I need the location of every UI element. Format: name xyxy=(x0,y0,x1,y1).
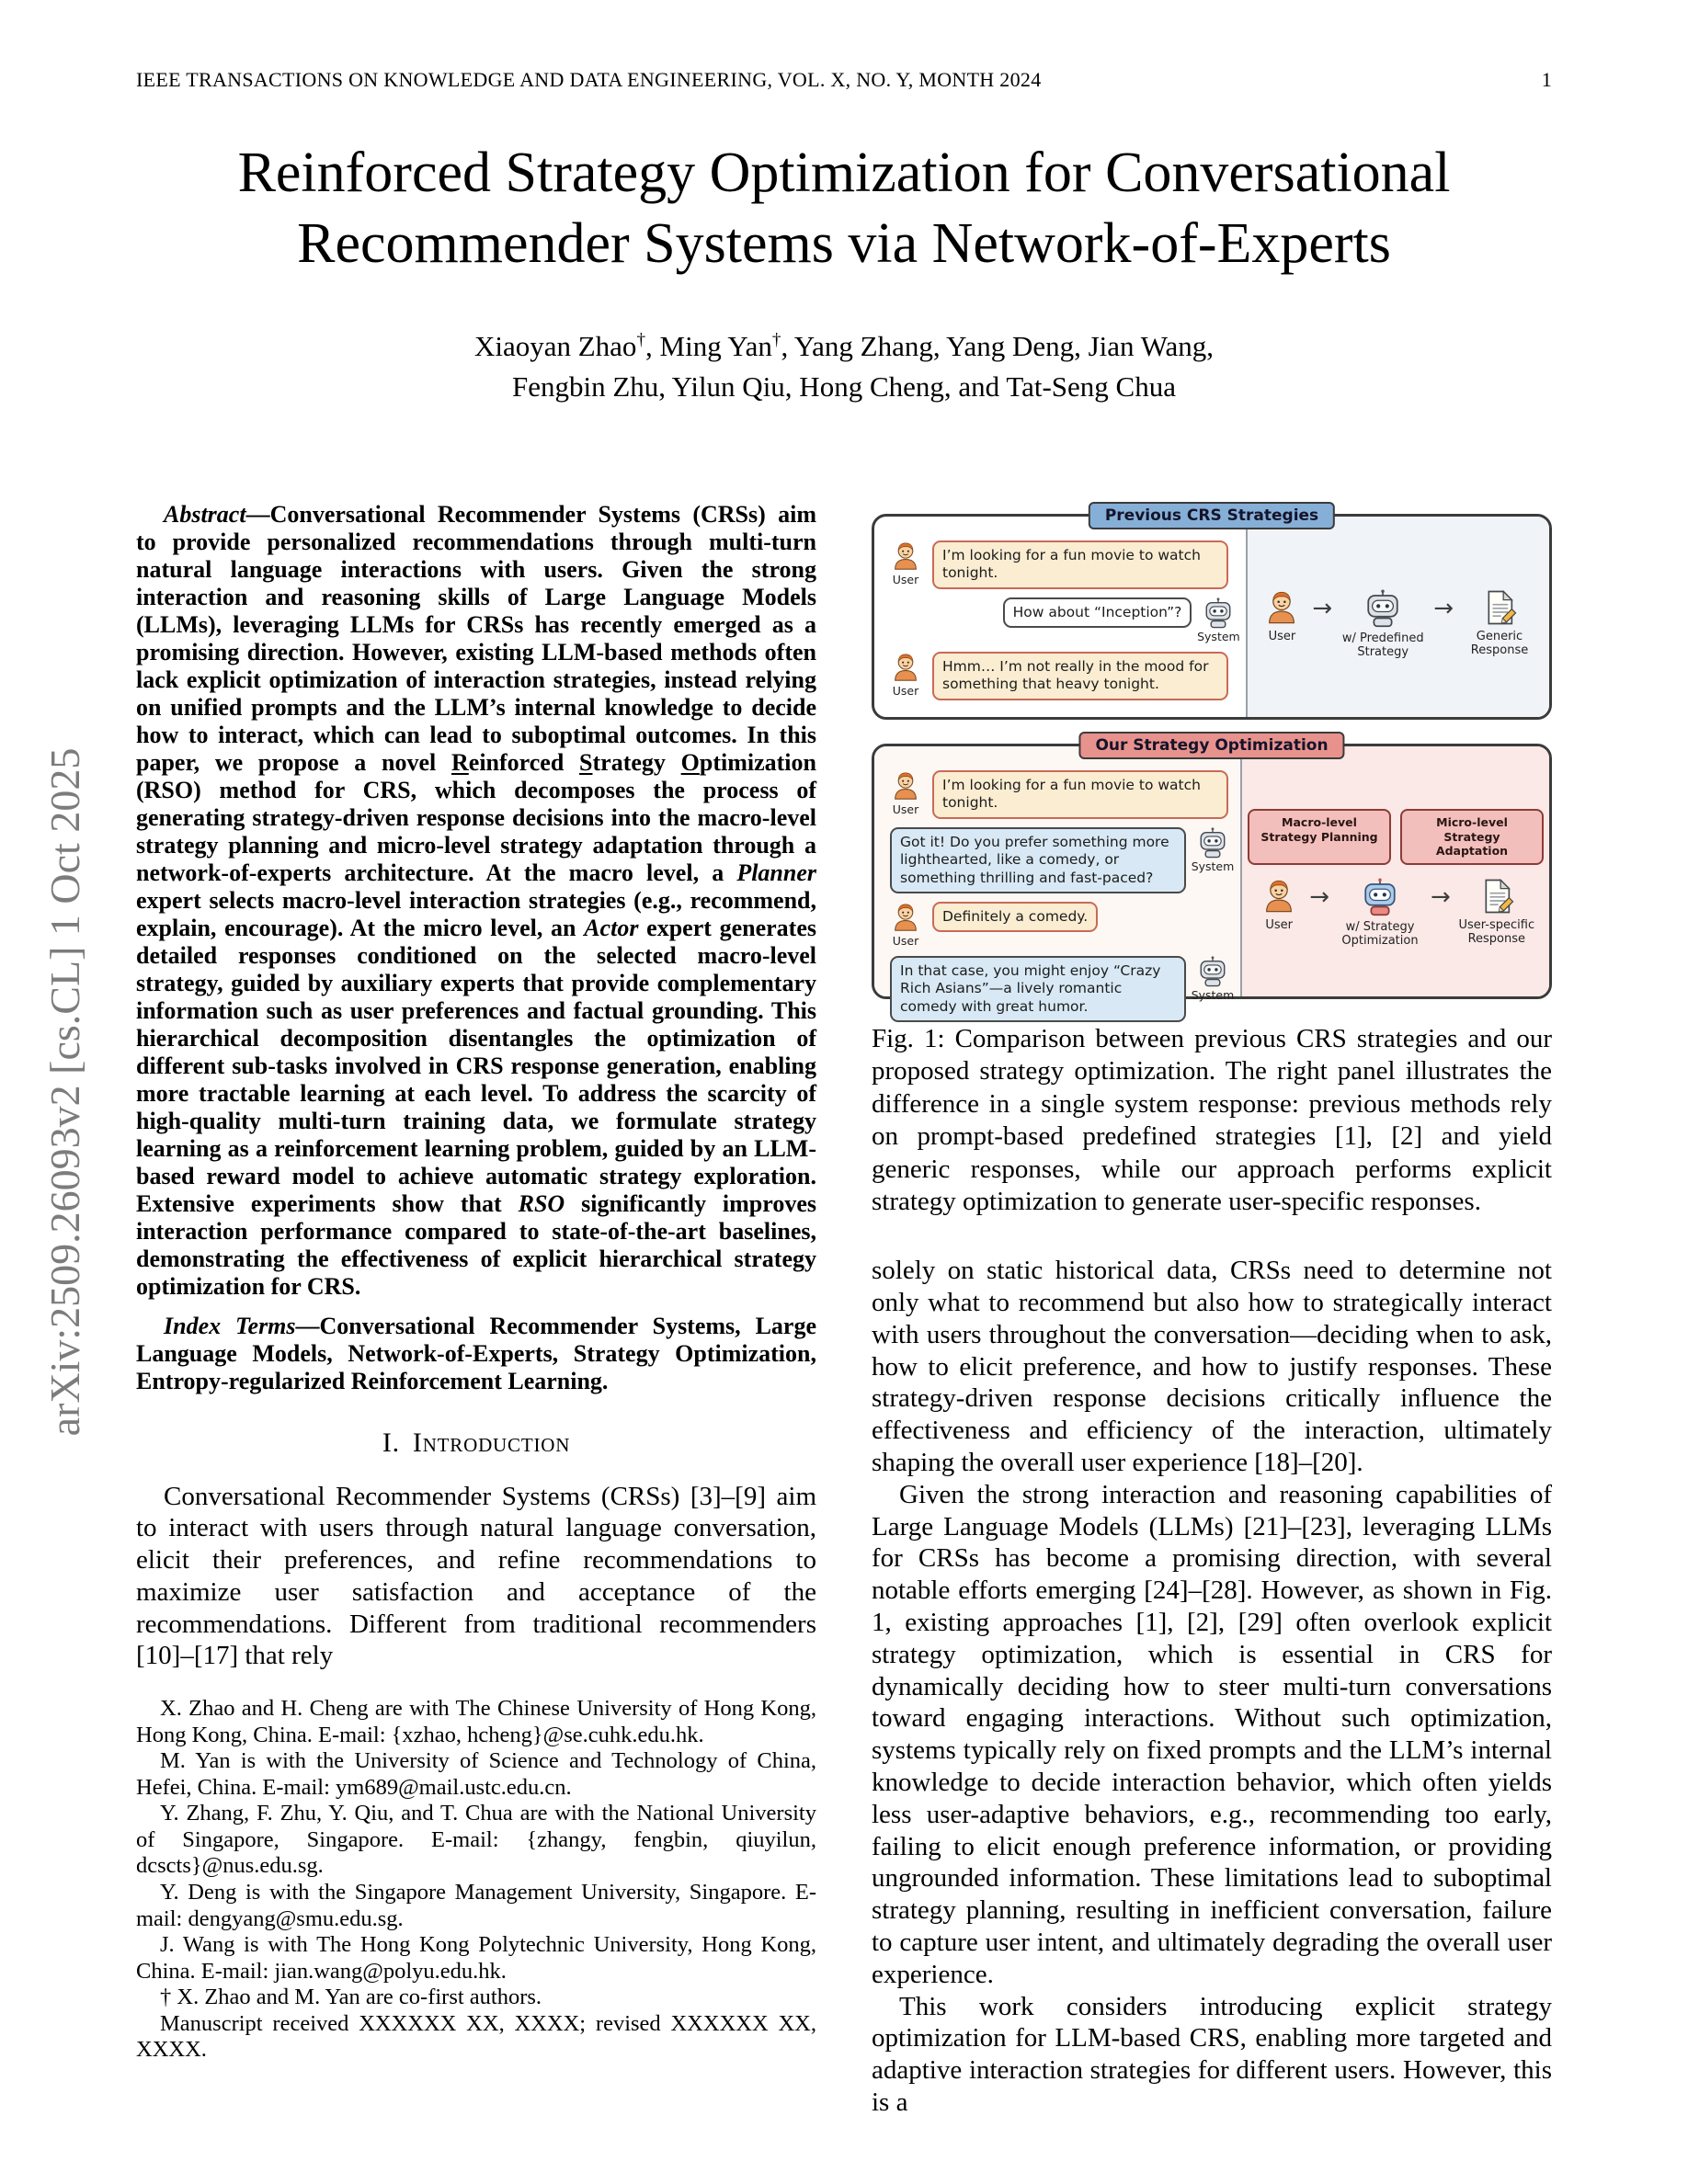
ours-flow xyxy=(1250,878,1541,949)
chat-message xyxy=(885,652,1238,700)
section-heading-introduction xyxy=(136,1428,816,1459)
person-icon xyxy=(1260,878,1297,915)
flow-label: Generic Response xyxy=(1470,629,1529,657)
chat-message xyxy=(885,902,1233,948)
footnote: M. Yan is with the University of Science and Technology of China, Hefei, China. E-mail: ym689@mail.ustc.edu.cn. xyxy=(136,1748,816,1800)
person-icon xyxy=(890,652,921,683)
right-column xyxy=(872,501,1552,2119)
journal-name: IEEE TRANSACTIONS ON KNOWLEDGE AND DATA ENGINEERING, VOL. X, NO. Y, MONTH 2024 xyxy=(136,68,1042,91)
robot-icon xyxy=(1197,956,1228,987)
figure-1 xyxy=(872,501,1552,1015)
user-avatar xyxy=(885,770,926,816)
person-icon xyxy=(890,902,921,933)
flow-label: w/ Strategy Optimization xyxy=(1341,920,1419,949)
footnote: X. Zhao and H. Cheng are with The Chinese University of Hong Kong, Hong Kong, China. E-mail: {xzhao, hcheng}@se.cuhk.edu.hk. xyxy=(136,1696,816,1747)
intro-paragraph: Conversational Recommender Systems (CRSs) [3]–[9] aim to interact with users through natural language conversation, elicit their preferences, and refine recommendations to maximize user satisfaction and acceptance of the recommendations. Different from traditional recommenders [10]–[17] that rely xyxy=(136,1481,816,1671)
speaker-label: User xyxy=(892,933,919,948)
chat-bubble: In that case, you might enjoy “Crazy Rich Asians”—a lively romantic comedy with great humor. xyxy=(890,956,1186,1022)
authors xyxy=(0,326,1688,407)
system-avatar xyxy=(1192,956,1233,1002)
chat-message xyxy=(885,597,1238,643)
person-icon xyxy=(1263,589,1300,626)
chat-bubble: I’m looking for a fun movie to watch tonight. xyxy=(932,770,1228,819)
chat-bubble: How about “Inception”? xyxy=(1003,597,1192,628)
section-number: I. xyxy=(382,1427,400,1458)
robot-icon xyxy=(1203,597,1234,629)
speaker-label: System xyxy=(1191,987,1235,1002)
paper-title xyxy=(0,138,1688,279)
paper-title-line1: Reinforced Strategy Optimization for Conversational xyxy=(237,142,1451,204)
footnote: † X. Zhao and M. Yan are co-first authors. xyxy=(160,1985,542,2010)
previous-diagram xyxy=(1246,517,1549,717)
flow-system xyxy=(1334,589,1431,660)
strategy-box-line2: Strategy Planning xyxy=(1260,829,1378,844)
authors-line2: Fengbin Zhu, Yilun Qiu, Hong Cheng, and Tat-Seng Chua xyxy=(512,370,1176,404)
document-icon xyxy=(1481,589,1518,626)
arrow-icon: → xyxy=(1309,883,1329,912)
chat-bubble: Hmm… I’m not really in the mood for something that heavy tonight. xyxy=(932,652,1228,700)
flow-label: User-specific Response xyxy=(1458,918,1535,947)
authors-line1: Xiaoyan Zhao†, Ming Yan†, Yang Zhang, Yang Deng, Jian Wang, xyxy=(473,330,1215,362)
flow-label: w/ Predefined Strategy xyxy=(1341,631,1424,659)
previous-flow xyxy=(1253,589,1544,660)
arrow-icon: → xyxy=(1431,883,1451,912)
robot-strategy-icon xyxy=(1361,878,1399,916)
chat-message xyxy=(885,770,1233,819)
page-number: 1 xyxy=(1541,68,1552,91)
previous-chat xyxy=(874,517,1246,717)
footnote: Y. Zhang, F. Zhu, Y. Qiu, and T. Chua are with the National University of Singapore, Singapore. E-mail: {zhangy, fengbin, qiuyilun, dcscts}@nus.edu.sg. xyxy=(136,1801,816,1879)
strategy-box-line1: Micro-level xyxy=(1436,815,1508,830)
macro-strategy-box xyxy=(1248,809,1391,865)
speaker-label: User xyxy=(892,573,919,586)
index-terms: Index Terms—Conversational Recommender Systems, Large Language Models, Network-of-Experts, Strategy Optimization, Entropy-regularized Reinforcement Learning. xyxy=(136,1313,816,1395)
chat-message xyxy=(885,827,1233,893)
footnote: J. Wang is with The Hong Kong Polytechnic University, Hong Kong, China. E-mail: jian.wang@polyu.edu.hk. xyxy=(136,1932,816,1984)
speaker-label: User xyxy=(892,683,919,698)
running-header xyxy=(136,68,1552,92)
body-paragraph: This work considers introducing explicit strategy optimization for LLM-based CRS, enabling more targeted and adaptive interaction strategies for different users. However, this is a xyxy=(872,1991,1552,2117)
document-icon xyxy=(1478,878,1515,915)
arxiv-watermark: arXiv:2509.26093v2 [cs.CL] 1 Oct 2025 xyxy=(41,747,88,1437)
user-avatar xyxy=(885,652,926,698)
micro-strategy-box xyxy=(1400,809,1544,865)
user-avatar xyxy=(885,540,926,586)
speaker-label: System xyxy=(1191,859,1235,873)
ours-chat xyxy=(874,746,1240,1015)
chat-bubble: Definitely a comedy. xyxy=(932,902,1098,932)
footnote: Y. Deng is with the Singapore Management University, Singapore. E-mail: dengyang@smu.edu.sg. xyxy=(136,1880,816,1931)
body-paragraph: Given the strong interaction and reasoning capabilities of Large Language Models (LLMs) [21]–[23], leveraging LLMs for CRSs has become a promising direction, with several notable efforts emerging [24]–[28]. However, as shown in Fig. 1, existing approaches [1], [2], [29] often overlook explicit strategy optimization, which is essential in CRS for dynamically deciding how to steer multi-turn conversations toward engaging interactions. Without such optimization, systems typically rely on fixed prompts and the LLM’s internal knowledge to decide interaction behavior, which often yields less user-adaptive behaviors, e.g., recommending too early, failing to elicit enough preference information, or providing ungrounded information. These limitations lead to suboptimal strategy planning, resulting in inefficient conversation, failure to capture user intent, and ultimately degrading the overall user experience. xyxy=(872,1479,1552,1989)
robot-icon xyxy=(1363,589,1402,628)
body-paragraph: solely on static historical data, CRSs need to determine not only what to recommend but also how to strategically interact with users throughout the conversation—deciding when to ask, how to elicit preference, and how to justify responses. These strategy-driven response decisions critically influence the effectiveness and efficiency of the interaction, ultimately shaping the overall user experience [18]–[20]. xyxy=(872,1256,1552,1478)
panel-previous-title: Previous CRS Strategies xyxy=(1089,502,1335,529)
speaker-label: System xyxy=(1197,629,1240,643)
flow-response xyxy=(1455,589,1544,658)
speaker-label: User xyxy=(892,802,919,816)
strategy-box-line2: Strategy Adaptation xyxy=(1435,829,1509,859)
flow-user xyxy=(1253,589,1310,643)
abstract: Abstract—Conversational Recommender Systems (CRSs) aim to provide personalized recommendations through multi-turn natural language interactions with users. Given the strong interaction and reasoning skills of Large Language Models (LLMs), leveraging LLMs for CRSs has recently emerged as a promising direction. However, existing LLM-based methods often lack explicit optimization of interaction strategies, instead relying on unified prompts and the LLM’s internal knowledge to decide how to interact, which can lead to suboptimal outcomes. In this paper, we propose a novel Reinforced Strategy Optimization (RSO) method for CRS, which decomposes the process of generating strategy-driven response decisions into the macro-level strategy planning and micro-level strategy adaptation through a network-of-experts architecture. At the macro level, a Planner expert selects macro-level interaction strategies (e.g., recommend, explain, encourage). At the micro level, an Actor expert generates detailed responses conditioned on the selected macro-level strategy, guided by auxiliary experts that provide complementary information such as user preferences and factual grounding. This hierarchical decomposition disentangles the optimization of different sub-tasks involved in CRS response generation, enabling more tractable learning at each level. To address the scarcity of high-quality multi-turn training data, we formulate strategy learning as a reinforcement learning problem, guided by an LLM-based reward model to achieve automatic strategy exploration. Extensive experiments show that RSO significantly improves interaction performance compared to state-of-the-art baselines, demonstrating the effectiveness of explicit hierarchical strategy optimization for CRS. xyxy=(136,501,816,1301)
left-column xyxy=(136,501,816,2064)
system-avatar xyxy=(1192,827,1233,873)
flow-system xyxy=(1331,878,1429,949)
chat-bubble: Got it! Do you prefer something more lighthearted, like a comedy, or something thrilling and fast-paced? xyxy=(890,827,1186,893)
flow-response xyxy=(1453,878,1541,947)
footnotes xyxy=(136,1696,816,2063)
paper-title-line2: Recommender Systems via Network-of-Experts xyxy=(297,211,1391,275)
chat-message xyxy=(885,540,1238,589)
system-avatar xyxy=(1198,597,1238,643)
flow-label: User xyxy=(1268,629,1296,643)
chat-bubble: I’m looking for a fun movie to watch tonight. xyxy=(932,540,1228,589)
user-avatar xyxy=(885,902,926,948)
ours-diagram xyxy=(1240,746,1549,996)
arrow-icon: → xyxy=(1312,594,1333,622)
strategy-box-line1: Macro-level xyxy=(1282,815,1357,830)
flow-user xyxy=(1250,878,1307,932)
footnote: Manuscript received XXXXXX XX, XXXX; revised XXXXXX XX, XXXX. xyxy=(136,2010,816,2063)
panel-previous-strategies xyxy=(872,506,1552,720)
person-icon xyxy=(890,770,921,802)
figure-caption: Fig. 1: Comparison between previous CRS strategies and our proposed strategy optimization. The right panel illustrates the difference in a single system response: previous methods rely on prompt-based predefined strategies [1], [2] and yield generic responses, while our approach performs explicit strategy optimization to generate user-specific responses. xyxy=(872,1024,1552,1216)
panel-ours-title: Our Strategy Optimization xyxy=(1078,732,1344,759)
chat-message xyxy=(885,956,1233,1022)
person-icon xyxy=(890,540,921,572)
panel-our-strategy xyxy=(872,736,1552,1015)
arrow-icon: → xyxy=(1433,594,1454,622)
strategy-boxes xyxy=(1248,809,1544,865)
robot-icon xyxy=(1197,827,1228,859)
section-label: Introduction xyxy=(412,1427,571,1458)
flow-label: User xyxy=(1265,918,1294,933)
